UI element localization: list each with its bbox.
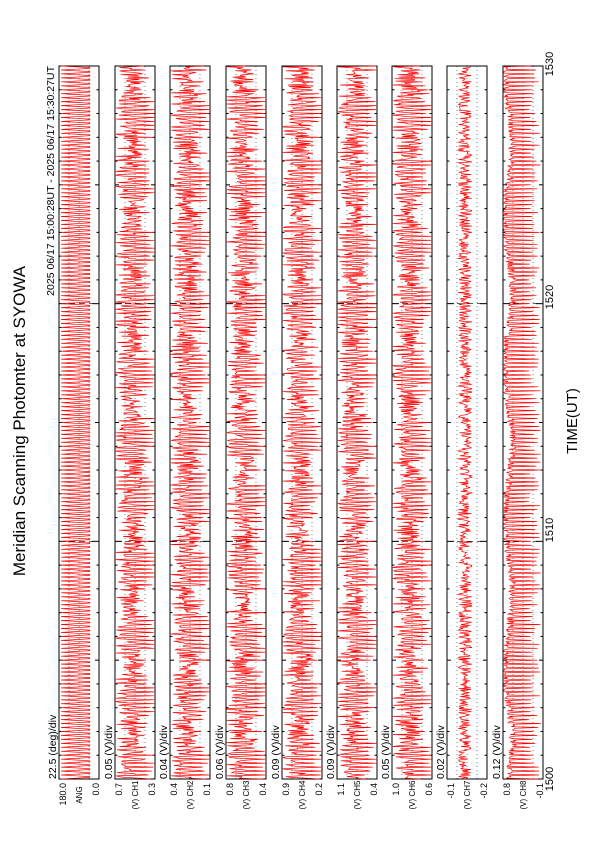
y-tick-label-angle: 0.0 [91,783,101,796]
scale-label-ch5: 0.09 (V)/div [325,725,337,779]
y-tick-label-ch4: 0.2 [314,783,324,796]
panel-ch5 [325,66,379,809]
y-tick-label-ch8: 0.8 [502,783,512,796]
scale-label-ch8: 0.12 (V)/div [491,725,503,779]
y-axis-label-ch4: (V) CH4 [298,780,307,810]
panel-ch1 [103,66,157,809]
scale-label-ch2: 0.04 (V)/div [158,725,170,779]
scale-label-ch7: 0.02 (V)/div [435,725,447,779]
y-axis-label-ch1: (V) CH1 [131,780,140,810]
y-axis-label-ch7: (V) CH7 [463,780,472,810]
panel-ch6 [380,66,434,809]
y-tick-label-angle: 180.0 [58,783,68,806]
time-range-label: 2025 06/17 15:00:28UT - 2025 06/17 15:30:27UT [45,66,57,296]
panel-ch7 [435,66,489,809]
y-axis-label-ch8: (V) CH8 [519,780,528,810]
y-axis-label-ch3: (V) CH3 [242,780,251,810]
y-axis-label-ch2: (V) CH2 [186,780,195,810]
scale-label-ch3: 0.06 (V)/div [214,725,226,779]
x-tick-label-1520: 1520 [544,284,556,310]
scale-label-ch4: 0.09 (V)/div [270,725,282,779]
scale-label-ch6: 0.05 (V)/div [380,725,392,779]
series-line-ch1 [116,66,154,779]
scale-label-ch1: 0.05 (V)/div [103,725,115,779]
series-line-ch3 [227,66,265,779]
panel-ch8 [491,66,545,809]
y-tick-label-ch3: 0.4 [258,783,268,796]
x-tick-label-1530: 1530 [544,51,556,77]
y-tick-label-ch3: 0.8 [225,783,235,796]
y-tick-label-ch6: 1.0 [391,783,401,796]
y-tick-label-ch8: -0.1 [535,783,545,799]
y-tick-label-ch4: 0.9 [281,783,291,796]
y-tick-label-ch7: -0.2 [479,783,489,799]
y-tick-label-ch2: 0.4 [169,783,179,796]
panel-ch2 [158,66,212,809]
y-axis-label-angle: ANG [75,786,84,804]
y-tick-label-ch2: 0.1 [202,783,212,796]
y-axis-label-ch6: (V) CH6 [408,780,417,810]
series-line-ch7 [458,66,472,779]
series-line-ch8 [504,66,541,779]
panel-ch3 [214,66,268,809]
y-tick-label-ch5: 0.4 [369,783,379,796]
y-tick-label-ch1: 0.7 [114,783,124,796]
y-axis-label-ch5: (V) CH5 [353,780,362,810]
scale-label-angle: 22.5 (deg)/div [47,714,59,779]
panel-ch4 [270,66,324,809]
series-line-angle [61,66,90,779]
y-tick-label-ch1: 0.3 [147,783,157,796]
x-axis-label: TIME(UT) [564,388,581,454]
y-tick-label-ch6: 0.6 [424,783,434,796]
y-tick-label-ch7: -0.1 [446,783,456,799]
chart-title: Meridian Scanning Photomter at SYOWA [10,265,29,577]
x-tick-label-1510: 1510 [544,517,556,543]
x-tick-label-1500: 1500 [544,766,556,792]
y-tick-label-ch5: 1.1 [336,783,346,796]
panels-group [47,66,545,809]
